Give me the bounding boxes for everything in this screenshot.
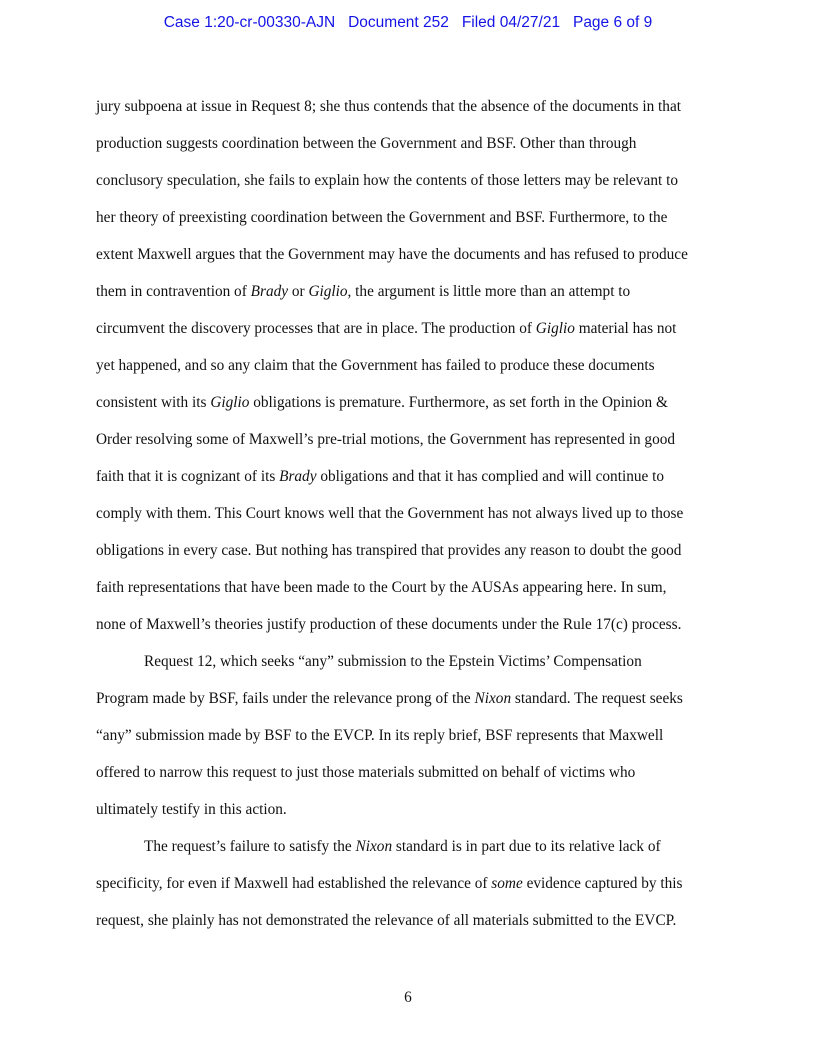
text-segment: material has not [574,320,677,337]
text-line: production suggests coordination between the Government and BSF. Other than through [96,135,637,152]
text-segment: Program made by BSF, fails under the relevance prong of the [96,690,475,707]
text-segment: obligations is premature. Furthermore, as set forth in the Opinion & [249,394,668,411]
text-line: Order resolving some of Maxwell’s pre-trial motions, the Government has represented in good [96,431,676,448]
text-segment: consistent with its [96,394,211,411]
text-segment: The request’s failure to satisfy the [144,838,356,855]
text-line: extent Maxwell argues that the Government may have the documents and has refused to produce [96,246,688,263]
case-header: Case 1:20-cr-00330-AJN Document 252 Filed 04/27/21 Page 6 of 9 [163,14,653,31]
emphasis: some [491,875,523,892]
text-line: request, she plainly has not demonstrated the relevance of all materials submitted to the EVCP. [96,912,677,929]
case-citation: Giglio [210,394,250,411]
text-segment: or [288,283,309,300]
text-line: faith representations that have been made to the Court by the AUSAs appearing here. In sum, [96,579,667,596]
text-segment: , the argument is little more than an attempt to [347,283,631,300]
text-line [96,680,736,717]
text-line [96,828,736,865]
page-number: 6 [404,989,412,1006]
text-line: offered to narrow this request to just those materials submitted on behalf of victims who [96,764,636,781]
text-line [96,310,736,347]
text-segment: obligations and that it has complied and will continue to [316,468,665,485]
text-line: yet happened, and so any claim that the Government has failed to produce these documents [96,357,655,374]
text-line: obligations in every case. But nothing has transpired that provides any reason to doubt the good [96,542,682,559]
text-line: Request 12, which seeks “any” submission to the Epstein Victims’ Compensation [144,653,642,670]
text-segment: evidence captured by this [522,875,683,892]
text-line [96,458,736,495]
text-line: comply with them. This Court knows well that the Government has not always lived up to those [96,505,684,522]
text-segment: standard is in part due to its relative lack of [392,838,661,855]
text-segment: faith that it is cognizant of its [96,468,280,485]
text-line [96,384,736,421]
case-citation: Nixon [474,690,512,707]
text-line: conclusory speculation, she fails to explain how the contents of those letters may be relevant to [96,172,678,189]
text-segment: circumvent the discovery processes that are in place. The production of [96,320,536,337]
text-segment: specificity, for even if Maxwell had established the relevance of [96,875,492,892]
case-citation: Brady [279,468,317,485]
text-line [96,865,736,902]
case-citation: Brady [250,283,289,300]
document-body [96,88,736,939]
case-citation: Giglio [535,320,575,337]
case-citation: Giglio [308,283,348,300]
text-line: none of Maxwell’s theories justify production of these documents under the Rule 17(c) process. [96,616,682,633]
text-line: “any” submission made by BSF to the EVCP. In its reply brief, BSF represents that Maxwell [96,727,664,744]
text-line: jury subpoena at issue in Request 8; she thus contends that the absence of the documents in that [96,98,681,115]
text-segment: standard. The request seeks [511,690,683,707]
text-segment: them in contravention of [96,283,251,300]
text-line: her theory of preexisting coordination between the Government and BSF. Furthermore, to the [96,209,668,226]
text-line: ultimately testify in this action. [96,801,287,818]
case-citation: Nixon [355,838,393,855]
text-line [96,273,736,310]
